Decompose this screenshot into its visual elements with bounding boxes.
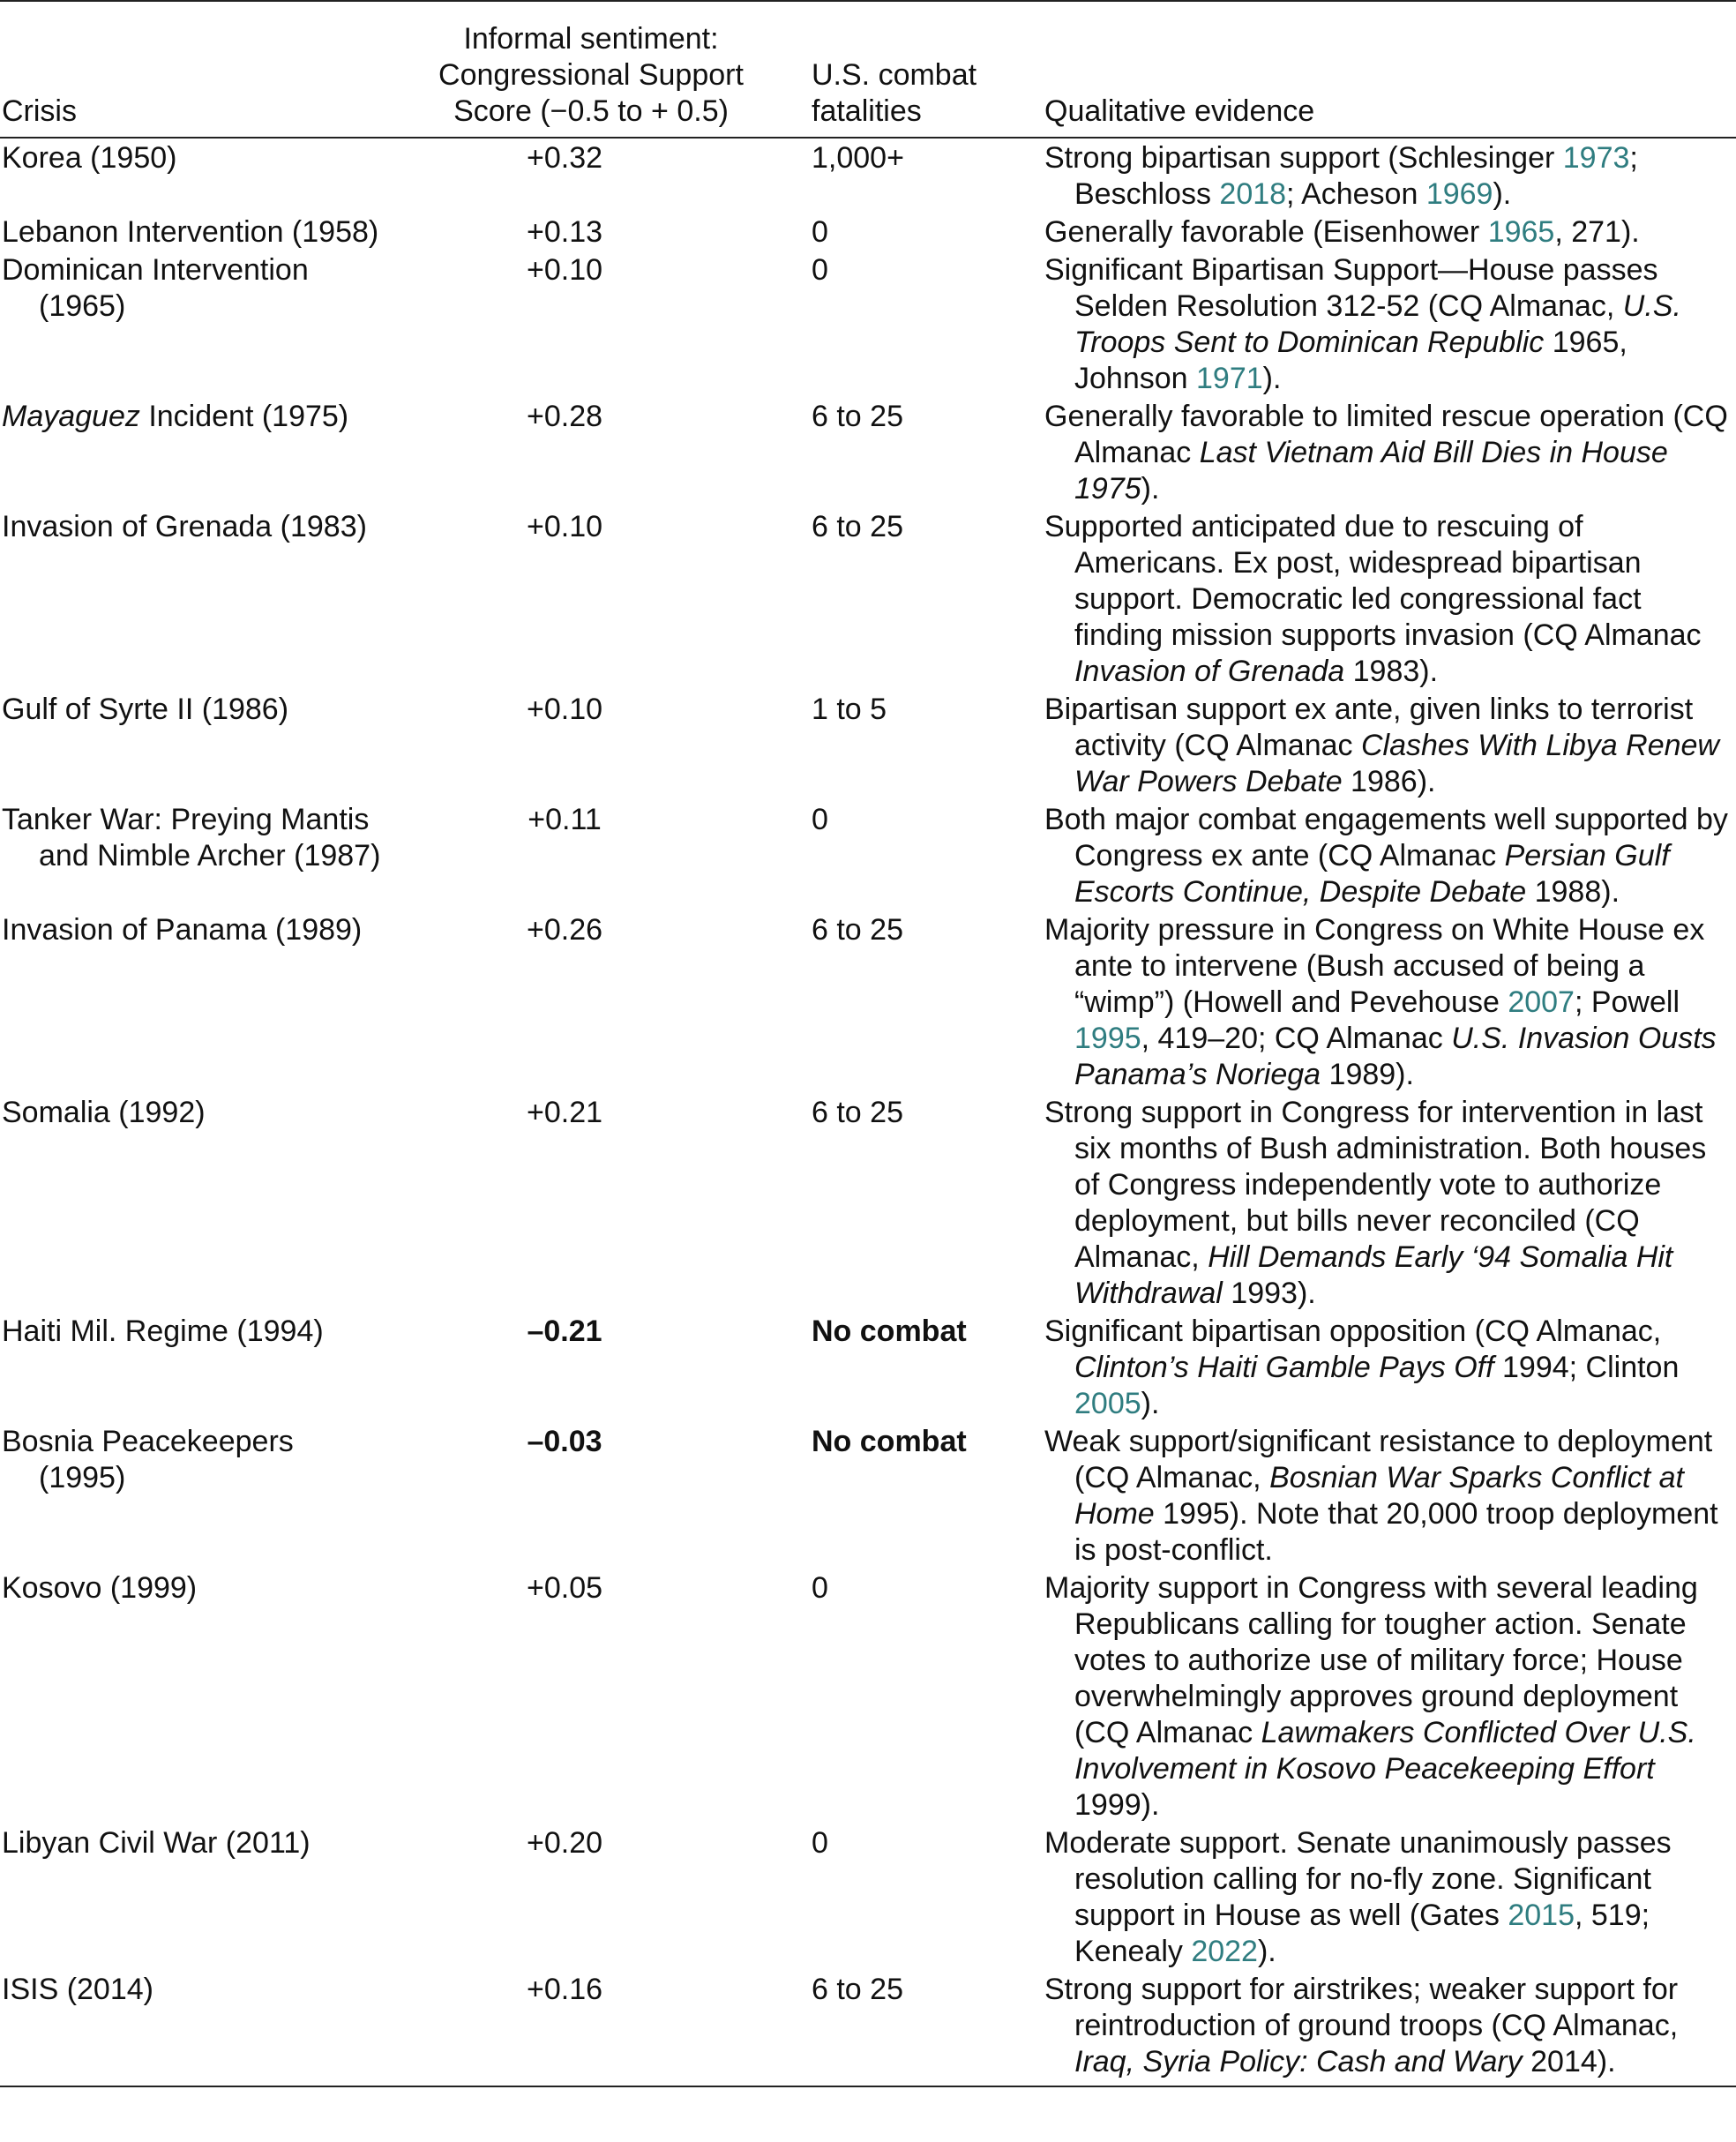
crisis-cell	[0, 910, 388, 1093]
table-row	[0, 690, 1736, 800]
italic-title: Mayaguez	[2, 400, 140, 433]
text-run: , 271).	[1554, 215, 1640, 249]
text-run: 1965, Johnson	[1074, 326, 1628, 395]
text-run: Lebanon Intervention (1958)	[2, 215, 379, 249]
table-row	[0, 138, 1736, 213]
evidence-cell	[1027, 1970, 1736, 2086]
text-run: Libyan Civil War (2011)	[2, 1826, 311, 1860]
evidence-cell	[1027, 1422, 1736, 1569]
text-run: Invasion of Panama (1989)	[2, 913, 363, 947]
header-fatalities	[794, 1, 1027, 138]
text-run: ).	[1257, 1935, 1276, 1968]
evidence-cell	[1027, 213, 1736, 251]
text-run: Incident (1975)	[139, 400, 349, 433]
text-run: , 519; Kenealy	[1074, 1899, 1650, 1968]
text-run: Tanker War: Preying Mantis and Nimble Archer (1987)	[2, 803, 381, 873]
citation-year-link[interactable]: 1965	[1487, 215, 1555, 249]
fatalities-cell: 6 to 25	[812, 400, 903, 433]
evidence-cell	[1027, 397, 1736, 507]
support-score-cell: –0.03	[527, 1425, 602, 1458]
text-run: 1994; Clinton	[1493, 1351, 1680, 1384]
italic-title: Bosnian War Sparks Conflict at Home	[1074, 1461, 1684, 1531]
support-score-cell: +0.32	[526, 141, 603, 175]
table-row	[0, 800, 1736, 910]
text-run: 1993).	[1222, 1277, 1316, 1310]
crisis-cell	[0, 690, 388, 800]
italic-title: U.S. Troops Sent to Dominican Republic	[1074, 289, 1681, 359]
header-fatalities-line1: U.S. combat	[812, 58, 977, 92]
text-run: Both major combat engagements well supported by Congress ex ante (CQ Almanac	[1044, 803, 1728, 873]
italic-title: Clashes With Libya Renew War Powers Debate	[1074, 729, 1719, 798]
evidence-cell	[1027, 1093, 1736, 1312]
text-run: ; Beschloss	[1074, 141, 1638, 211]
text-run: ).	[1141, 1387, 1160, 1420]
support-score-cell: +0.10	[526, 253, 603, 287]
text-run: Bipartisan support ex ante, given links to terrorist activity (CQ Almanac	[1044, 693, 1694, 762]
italic-title: Hill Demands Early ‘94 Somalia Hit Withdrawal	[1074, 1240, 1673, 1310]
text-run: Korea (1950)	[2, 141, 177, 175]
support-score-cell: +0.21	[526, 1096, 603, 1129]
evidence-cell	[1027, 690, 1736, 800]
text-run: Significant bipartisan opposition (CQ Almanac,	[1044, 1314, 1662, 1348]
header-score-line1: Informal sentiment:	[463, 22, 719, 56]
table-row	[0, 1569, 1736, 1824]
table-row	[0, 1422, 1736, 1569]
text-run: Generally favorable to limited rescue operation (CQ Almanac	[1044, 400, 1728, 469]
crisis-cell	[0, 138, 388, 213]
citation-year-link[interactable]: 2007	[1508, 985, 1575, 1019]
header-fatalities-line2: fatalities	[812, 94, 922, 128]
support-score-cell: +0.11	[528, 803, 602, 836]
evidence-cell	[1027, 507, 1736, 690]
text-run: Gulf of Syrte II (1986)	[2, 693, 289, 726]
fatalities-cell: 0	[812, 803, 828, 836]
text-run: 1986).	[1342, 765, 1436, 798]
header-crisis-label: Crisis	[2, 94, 77, 128]
text-run: 1988).	[1526, 875, 1620, 909]
header-score-line3: Score (−0.5 to + 0.5)	[453, 94, 729, 128]
crisis-cell	[0, 1093, 388, 1312]
evidence-cell	[1027, 800, 1736, 910]
table-body	[0, 138, 1736, 2086]
support-score-cell: +0.20	[526, 1826, 603, 1860]
citation-year-link[interactable]: 1973	[1562, 141, 1630, 175]
fatalities-cell: 6 to 25	[812, 1096, 903, 1129]
crisis-cell	[0, 397, 388, 507]
text-run: ; Acheson	[1286, 177, 1426, 211]
citation-year-link[interactable]: 2015	[1508, 1899, 1575, 1932]
support-score-cell: +0.13	[526, 215, 603, 249]
text-run: Bosnia Peacekeepers (1995)	[2, 1425, 294, 1494]
table-row	[0, 507, 1736, 690]
table-row	[0, 251, 1736, 397]
support-score-cell: +0.28	[526, 400, 603, 433]
italic-title: Iraq, Syria Policy: Cash and Wary	[1074, 2045, 1523, 2078]
table-row	[0, 1824, 1736, 1970]
citation-year-link[interactable]: 2018	[1219, 177, 1287, 211]
text-run: 1999).	[1074, 1788, 1160, 1822]
table-row	[0, 1093, 1736, 1312]
table-row	[0, 213, 1736, 251]
fatalities-cell: 1 to 5	[812, 693, 887, 726]
fatalities-cell: 0	[812, 1826, 828, 1860]
table-row	[0, 397, 1736, 507]
italic-title: U.S. Invasion Ousts Panama’s Noriega	[1074, 1022, 1717, 1091]
table-header	[0, 1, 1736, 138]
support-score-cell: +0.16	[388, 1970, 794, 2086]
text-run: Strong bipartisan support (Schlesinger	[1044, 141, 1563, 175]
fatalities-cell: 6 to 25	[812, 913, 903, 947]
text-run: ).	[1141, 472, 1160, 506]
support-score-cell: +0.10	[526, 693, 603, 726]
text-run: Majority support in Congress with several leading Republicans calling for tougher action. Senate votes to authorize use of military force; House overwhelmingly approves ground deployment (CQ Almanac	[1044, 1571, 1698, 1749]
italic-title: Invasion of Grenada	[1074, 655, 1345, 688]
italic-title: Lawmakers Conflicted Over U.S. Involvement in Kosovo Peacekeeping Effort	[1074, 1716, 1696, 1786]
fatalities-cell: 6 to 25	[812, 510, 903, 543]
text-run: Generally favorable (Eisenhower	[1044, 215, 1488, 249]
header-crisis	[0, 1, 388, 138]
text-run: ).	[1493, 177, 1512, 211]
text-run: Invasion of Grenada (1983)	[2, 510, 367, 543]
text-run: Majority pressure in Congress on White House ex ante to intervene (Bush accused of being a “wimp”) (Howell and Pevehouse	[1044, 913, 1705, 1019]
fatalities-cell: 1,000+	[812, 141, 904, 175]
fatalities-cell: 0	[812, 1571, 828, 1605]
evidence-cell	[1027, 910, 1736, 1093]
italic-title: Persian Gulf Escorts Continue, Despite Debate	[1074, 839, 1670, 909]
support-score-cell: +0.26	[526, 913, 603, 947]
italic-title: Clinton’s Haiti Gamble Pays Off	[1074, 1351, 1494, 1384]
fatalities-cell: No combat	[812, 1425, 967, 1458]
fatalities-cell: No combat	[812, 1314, 967, 1348]
text-run: ISIS (2014)	[2, 1973, 153, 2006]
crisis-cell	[0, 213, 388, 251]
crisis-cell	[0, 1312, 388, 1422]
text-run: Significant Bipartisan Support—House passes Selden Resolution 312-52 (CQ Almanac,	[1044, 253, 1658, 323]
citation-year-link[interactable]: 1995	[1074, 1022, 1141, 1055]
support-score-cell: –0.21	[527, 1314, 602, 1348]
text-run: Dominican Intervention (1965)	[2, 253, 309, 323]
text-run: 1995). Note that 20,000 troop deployment is post-conflict.	[1074, 1497, 1718, 1567]
text-run: ; Powell	[1574, 985, 1680, 1019]
text-run: Strong support for airstrikes; weaker support for reintroduction of ground troops (CQ Almanac,	[1044, 1973, 1679, 2042]
table-row	[0, 1970, 1736, 2086]
evidence-cell	[1027, 251, 1736, 397]
text-run: Kosovo (1999)	[2, 1571, 198, 1605]
crisis-cell	[0, 1422, 388, 1569]
text-run: Weak support/significant resistance to deployment (CQ Almanac,	[1044, 1425, 1713, 1494]
text-run: Strong support in Congress for intervention in last six months of Bush administration. Both houses of Congress independently vote to authorize deployment, but bills never reconciled (CQ Almanac,	[1044, 1096, 1707, 1274]
text-run: , 419–20; CQ Almanac	[1141, 1022, 1452, 1055]
evidence-cell	[1027, 138, 1736, 213]
text-run: Haiti Mil. Regime (1994)	[2, 1314, 324, 1348]
table-row	[0, 910, 1736, 1093]
header-evidence-label: Qualitative evidence	[1044, 94, 1315, 128]
text-run: Supported anticipated due to rescuing of Americans. Ex post, widespread bipartisan support. Democratic led congressional fact finding mission supports invasion (CQ Almanac	[1044, 510, 1702, 652]
header-evidence	[1027, 1, 1736, 138]
fatalities-cell: 6 to 25	[794, 1970, 1027, 2086]
evidence-cell	[1027, 1824, 1736, 1970]
crisis-cell	[0, 507, 388, 690]
support-score-cell: +0.05	[526, 1571, 603, 1605]
citation-year-link[interactable]: 2022	[1191, 1935, 1258, 1968]
text-run: ).	[1262, 362, 1282, 395]
crisis-cell	[0, 800, 388, 910]
fatalities-cell: 0	[812, 215, 828, 249]
text-run: 2014).	[1522, 2045, 1616, 2078]
fatalities-cell: 0	[812, 253, 828, 287]
evidence-cell	[1027, 1312, 1736, 1422]
header-score-line2: Congressional Support	[438, 58, 744, 92]
text-run: 1983).	[1344, 655, 1439, 688]
citation-year-link[interactable]: 1969	[1425, 177, 1493, 211]
italic-title: Last Vietnam Aid Bill Dies in House 1975	[1074, 436, 1668, 506]
evidence-cell	[1027, 1569, 1736, 1824]
crisis-cell	[0, 1824, 388, 1970]
text-run: Somalia (1992)	[2, 1096, 206, 1129]
table-row	[0, 1312, 1736, 1422]
header-score	[388, 1, 794, 138]
support-score-cell: +0.10	[526, 510, 603, 543]
citation-year-link[interactable]: 1971	[1196, 362, 1263, 395]
text-run: Moderate support. Senate unanimously passes resolution calling for no-fly zone. Significant support in House as well (Gates	[1044, 1826, 1672, 1932]
citation-year-link[interactable]: 2005	[1074, 1387, 1141, 1420]
header-row	[0, 1, 1736, 138]
crisis-cell	[0, 1970, 388, 2086]
crisis-cell	[0, 251, 388, 397]
text-run: 1989).	[1321, 1058, 1414, 1091]
crisis-cell	[0, 1569, 388, 1824]
